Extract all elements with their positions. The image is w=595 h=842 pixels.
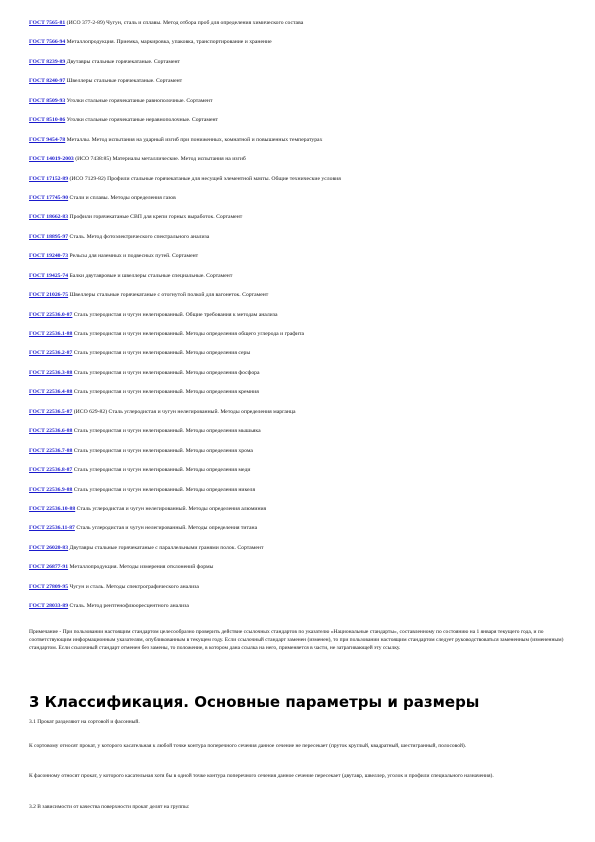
reference-title: Металлопродукция. Приемка, маркировка, упаковка, транспортирование и хранение xyxy=(66,39,272,46)
reference-title: (ИСО 7129-82) Профили стальные горячекатаные для несущей элементной мачты. Общие технические условия xyxy=(69,175,341,182)
reference-item xyxy=(29,234,569,253)
reference-item xyxy=(29,331,569,350)
reference-link[interactable]: ГОСТ 26020-83 xyxy=(29,544,69,551)
reference-item xyxy=(29,137,569,156)
paragraph-3-1: 3.1 Прокат разделяют на сортовой и фасонный. xyxy=(29,719,140,725)
reference-item xyxy=(29,312,569,331)
reference-item xyxy=(29,603,569,622)
reference-link[interactable]: ГОСТ 22536.1-88 xyxy=(29,331,73,337)
reference-item xyxy=(29,564,569,583)
reference-title: Сталь углеродистая и чугун нелегированный. Методы определения хрома xyxy=(73,447,253,454)
reference-title: Сталь углеродистая и чугун нелегированный. Методы определения никеля xyxy=(73,486,256,493)
reference-link[interactable]: ГОСТ 28033-89 xyxy=(29,603,69,610)
reference-title: Швеллеры стальные горячекатаные. Сортамент xyxy=(66,78,183,85)
reference-item xyxy=(29,98,569,117)
reference-title: Металлопродукция. Методы измерения отклонений формы xyxy=(69,564,214,571)
reference-link[interactable]: ГОСТ 26877-91 xyxy=(29,564,69,571)
reference-link[interactable]: ГОСТ 22536.10-88 xyxy=(29,505,76,512)
reference-item xyxy=(29,78,569,97)
reference-item xyxy=(29,195,569,214)
reference-title: Сталь. Метод рентгенофлюоресцентного анализа xyxy=(69,603,189,610)
reference-title: Швеллеры стальные горячекатаные с отогнутой полкой для вагонеток. Сортамент xyxy=(69,292,269,299)
reference-link[interactable]: ГОСТ 7566-94 xyxy=(29,39,66,46)
reference-link[interactable]: ГОСТ 8239-89 xyxy=(29,58,66,65)
reference-title: Стали и сплавы. Методы определения газов xyxy=(69,194,176,201)
reference-item xyxy=(29,117,569,136)
reference-item xyxy=(29,156,569,175)
reference-title: Сталь углеродистая и чугун нелегированный. Методы определения меди xyxy=(73,467,251,474)
note-paragraph: Примечание - При пользовании настоящим стандартом целесообразно проверить действие ссылочных стандартов по указателю «Национальные стандарты», составленному по состоянию на 1 января текущего года, и по соответствующим информационным указателям, опубликованным в текущем году. Если ссылочный стандарт заменен (изменен), то при пользовании настоящим стандартом следует руководствоваться замененным (измененным) стандартом. Если ссылочный стандарт отменен без замены, то положение, в котором дана ссылка на него, применяется в части, не затрагивающей эту ссылку. xyxy=(29,629,564,651)
reference-link[interactable]: ГОСТ 22536.5-87 xyxy=(29,408,73,415)
reference-item xyxy=(29,59,569,78)
reference-title: Сталь углеродистая и чугун нелегированный. Методы определения титана xyxy=(76,525,258,532)
reference-link[interactable]: ГОСТ 22536.7-88 xyxy=(29,447,73,454)
reference-title: (ИСО 7438:85) Материалы металлические. Метод испытания на изгиб xyxy=(75,156,246,163)
reference-link[interactable]: ГОСТ 22536.4-88 xyxy=(29,389,73,396)
reference-link[interactable]: ГОСТ 22536.9-88 xyxy=(29,486,73,493)
reference-link[interactable]: ГОСТ 17745-90 xyxy=(29,194,69,201)
reference-title: Сталь углеродистая и чугун нелегированный. Методы определения фосфора xyxy=(73,369,260,376)
reference-link[interactable]: ГОСТ 8509-93 xyxy=(29,97,66,104)
reference-title: Сталь. Метод фотоэлектрического спектрального анализа xyxy=(69,233,210,240)
reference-title: Сталь углеродистая и чугун нелегированный. Общие требования к методам анализа xyxy=(73,311,278,318)
reference-link[interactable]: ГОСТ 27809-95 xyxy=(29,583,69,590)
reference-item xyxy=(29,273,569,292)
reference-title: Сталь углеродистая и чугун нелегированный. Методы определения серы xyxy=(73,350,251,357)
section-heading: 3 Классификация. Основные параметры и размеры xyxy=(29,693,480,711)
paragraph-3-2: 3.2 В зависимости от качества поверхности прокат делят на группы: xyxy=(29,804,190,810)
reference-item xyxy=(29,20,569,39)
reference-title: Двутавры стальные горячекатаные. Сортамент xyxy=(66,58,181,65)
reference-item xyxy=(29,467,569,486)
reference-title: Уголки стальные горячекатаные равнополочные. Сортамент xyxy=(66,97,213,104)
reference-link[interactable]: ГОСТ 19425-74 xyxy=(29,272,69,279)
reference-link[interactable]: ГОСТ 22536.0-87 xyxy=(29,311,73,318)
reference-link[interactable]: ГОСТ 22536.3-88 xyxy=(29,369,73,376)
reference-item xyxy=(29,487,569,506)
reference-title: Сталь углеродистая и чугун нелегированный. Методы определения кремния xyxy=(73,389,259,396)
reference-title: Балки двутавровые и швеллеры стальные специальные. Сортамент xyxy=(69,272,233,279)
reference-item xyxy=(29,389,569,408)
reference-link[interactable]: ГОСТ 18895-97 xyxy=(29,233,69,240)
reference-item xyxy=(29,370,569,389)
reference-item xyxy=(29,350,569,369)
reference-item xyxy=(29,584,569,603)
reference-item xyxy=(29,545,569,564)
reference-item xyxy=(29,253,569,272)
reference-link[interactable]: ГОСТ 8240-97 xyxy=(29,78,66,85)
reference-item xyxy=(29,506,569,525)
reference-title: (ИСО 629-82) Сталь углеродистая и чугун нелегированный. Методы определения марганца xyxy=(73,408,296,415)
reference-title: Двутавры стальные горячекатаные с параллельными гранями полок. Сортамент xyxy=(69,544,264,551)
reference-item xyxy=(29,292,569,311)
reference-title: Уголки стальные горячекатаные неравнополочные. Сортамент xyxy=(66,117,219,124)
reference-item xyxy=(29,176,569,195)
paragraph-section-profile: К сортовому относят прокат, у которого касательная к любой точке контура поперечного сечения данное сечение не пересекает (пруток круглый, квадратный, шестигранный, полосовой). xyxy=(29,743,467,749)
reference-link[interactable]: ГОСТ 21026-75 xyxy=(29,292,69,299)
reference-title: Металлы. Метод испытания на ударный изгиб при пониженных, комнатной и повышенных температурах xyxy=(66,136,323,143)
reference-link[interactable]: ГОСТ 22536.8-87 xyxy=(29,467,73,474)
reference-link[interactable]: ГОСТ 22536.2-87 xyxy=(29,350,73,357)
reference-title: Сталь углеродистая и чугун нелегированный. Методы определения общего углерода и графита xyxy=(73,331,305,337)
reference-title: Рельсы для наземных и подвесных путей. Сортамент xyxy=(69,253,199,260)
reference-link[interactable]: ГОСТ 17152-89 xyxy=(29,175,69,182)
reference-title: Профили горячекатаные СВП для крепи горных выработок. Сортамент xyxy=(69,214,243,221)
reference-item xyxy=(29,448,569,467)
reference-item xyxy=(29,214,569,233)
reference-title: Сталь углеродистая и чугун нелегированный. Методы определения алюминия xyxy=(76,505,267,512)
reference-item xyxy=(29,428,569,447)
reference-link[interactable]: ГОСТ 8510-86 xyxy=(29,117,66,124)
reference-link[interactable]: ГОСТ 7565-81 xyxy=(29,20,66,26)
reference-link[interactable]: ГОСТ 19240-73 xyxy=(29,253,69,260)
reference-link[interactable]: ГОСТ 22536.11-87 xyxy=(29,525,75,532)
reference-title: (ИСО 377-2-89) Чугун, сталь и сплавы. Метод отбора проб для определения химического состава xyxy=(66,20,304,26)
paragraph-shaped-profile: К фасонному относят прокат, у которого касательная хотя бы в одной точке контура поперечного сечения данное сечение пересекает (двутавр, швеллер, уголок и профили специального назначения). xyxy=(29,773,494,779)
reference-link[interactable]: ГОСТ 22536.6-88 xyxy=(29,428,73,435)
reference-title: Сталь углеродистая и чугун нелегированный. Методы определения мышьяка xyxy=(73,428,261,435)
normative-references-list xyxy=(29,20,569,623)
reference-title: Чугун и сталь. Методы спектрографического анализа xyxy=(69,583,199,590)
reference-item xyxy=(29,525,569,544)
reference-link[interactable]: ГОСТ 18662-83 xyxy=(29,214,69,221)
reference-link[interactable]: ГОСТ 14019-2003 xyxy=(29,156,74,163)
reference-item xyxy=(29,39,569,58)
reference-link[interactable]: ГОСТ 9454-78 xyxy=(29,136,66,143)
reference-item xyxy=(29,409,569,428)
